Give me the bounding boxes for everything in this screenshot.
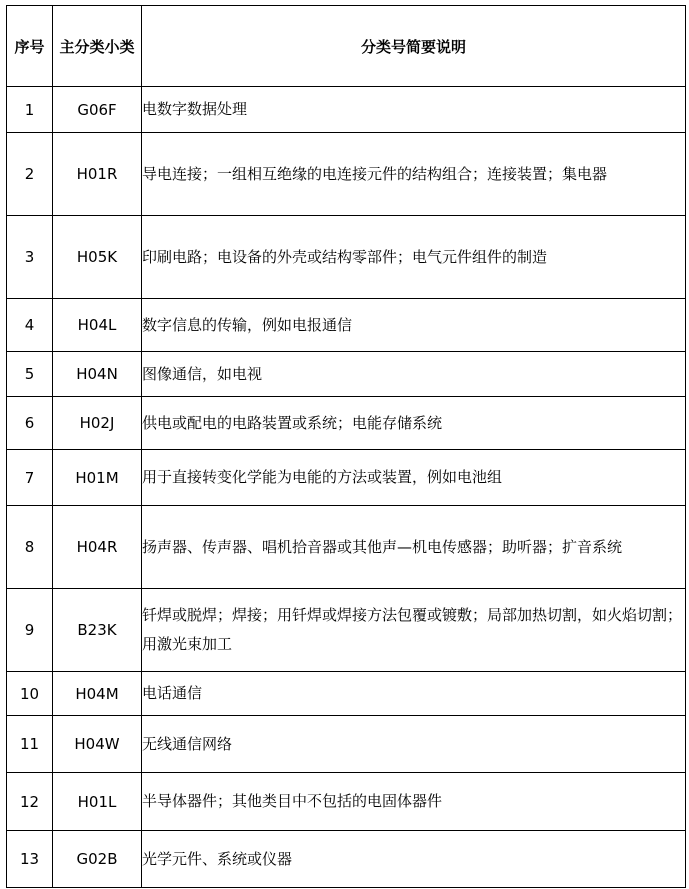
row-class-code: H04W	[53, 716, 142, 773]
row-description: 用于直接转变化学能为电能的方法或装置，例如电池组	[142, 450, 686, 506]
header-row	[7, 6, 686, 87]
row-class-code: H01R	[53, 133, 142, 216]
table-row	[7, 133, 686, 216]
table-row	[7, 216, 686, 299]
table-row	[7, 506, 686, 589]
row-description: 扬声器、传声器、唱机拾音器或其他声—机电传感器；助听器；扩音系统	[142, 506, 686, 589]
row-seq: 10	[7, 672, 53, 716]
row-description: 图像通信，如电视	[142, 352, 686, 397]
row-class-code: G02B	[53, 831, 142, 888]
row-seq: 12	[7, 773, 53, 831]
table-row	[7, 87, 686, 133]
row-class-code: H04L	[53, 299, 142, 352]
table-row	[7, 589, 686, 672]
row-description: 光学元件、系统或仪器	[142, 831, 686, 888]
row-seq: 2	[7, 133, 53, 216]
table-row	[7, 773, 686, 831]
row-description: 电数字数据处理	[142, 87, 686, 133]
row-class-code: H04M	[53, 672, 142, 716]
row-seq: 5	[7, 352, 53, 397]
row-seq: 1	[7, 87, 53, 133]
row-description: 供电或配电的电路装置或系统；电能存储系统	[142, 397, 686, 450]
table-row	[7, 450, 686, 506]
row-description: 电话通信	[142, 672, 686, 716]
row-class-code: H02J	[53, 397, 142, 450]
table-row	[7, 716, 686, 773]
classification-table	[6, 5, 686, 888]
row-seq: 11	[7, 716, 53, 773]
row-class-code: H01M	[53, 450, 142, 506]
table-row	[7, 672, 686, 716]
row-seq: 13	[7, 831, 53, 888]
row-class-code: H04N	[53, 352, 142, 397]
row-description: 钎焊或脱焊；焊接；用钎焊或焊接方法包覆或镀敷；局部加热切割，如火焰切割；用激光束加工	[142, 589, 686, 672]
row-description: 导电连接；一组相互绝缘的电连接元件的结构组合；连接装置；集电器	[142, 133, 686, 216]
row-seq: 8	[7, 506, 53, 589]
table-row	[7, 299, 686, 352]
row-seq: 9	[7, 589, 53, 672]
row-class-code: H05K	[53, 216, 142, 299]
header-main-class: 主分类小类	[53, 6, 142, 87]
row-class-code: H04R	[53, 506, 142, 589]
row-seq: 3	[7, 216, 53, 299]
row-class-code: B23K	[53, 589, 142, 672]
row-class-code: G06F	[53, 87, 142, 133]
header-description: 分类号简要说明	[142, 6, 686, 87]
row-description: 无线通信网络	[142, 716, 686, 773]
header-seq: 序号	[7, 6, 53, 87]
row-class-code: H01L	[53, 773, 142, 831]
table-row	[7, 352, 686, 397]
row-description: 印刷电路；电设备的外壳或结构零部件；电气元件组件的制造	[142, 216, 686, 299]
table-row	[7, 397, 686, 450]
row-seq: 4	[7, 299, 53, 352]
row-description: 数字信息的传输，例如电报通信	[142, 299, 686, 352]
table-row	[7, 831, 686, 888]
row-seq: 7	[7, 450, 53, 506]
row-description: 半导体器件；其他类目中不包括的电固体器件	[142, 773, 686, 831]
row-seq: 6	[7, 397, 53, 450]
